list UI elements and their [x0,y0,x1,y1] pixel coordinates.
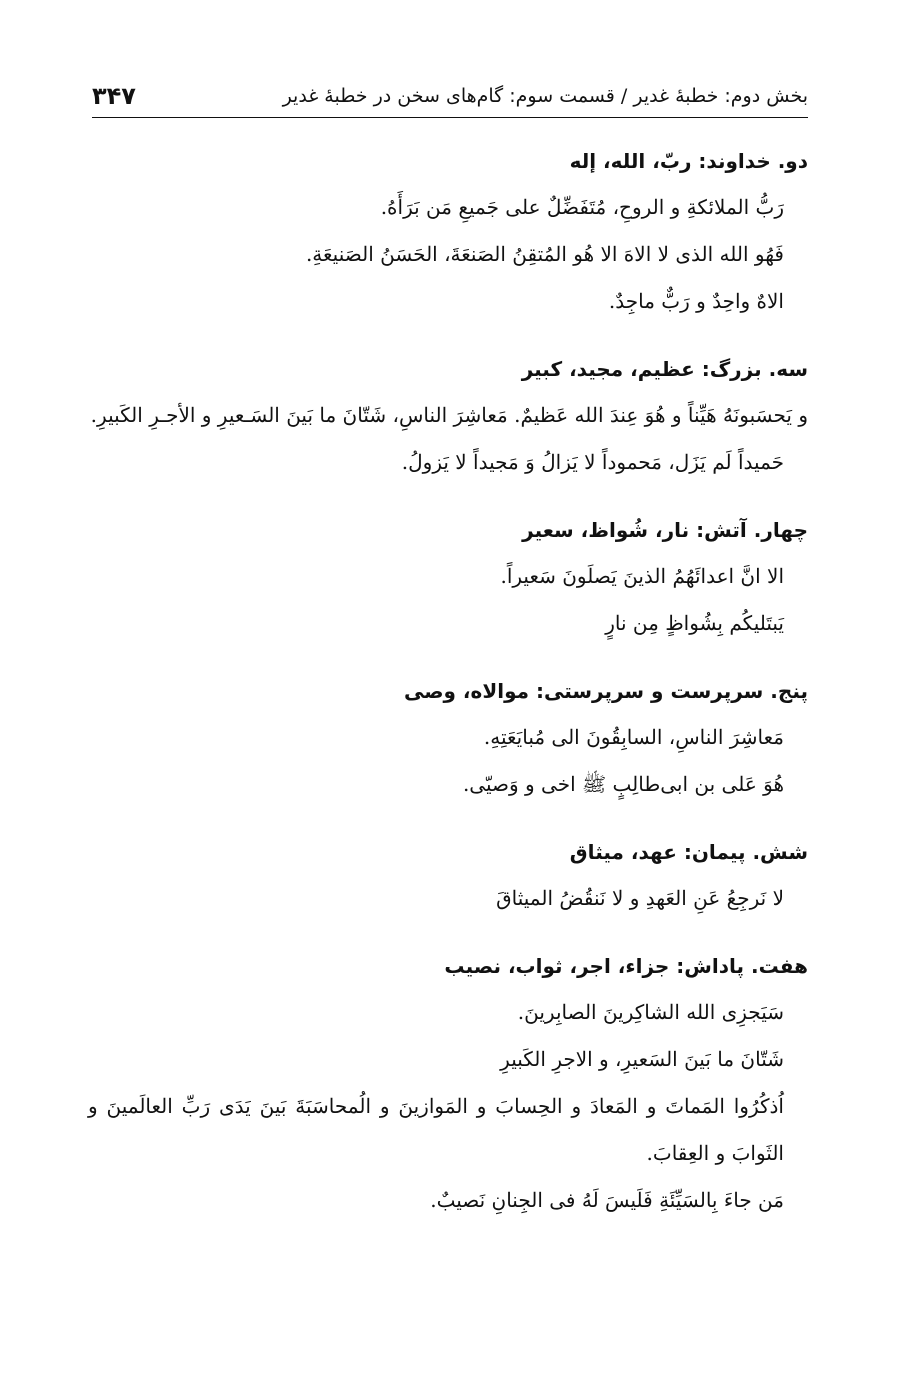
quote-line: مَعاشِرَ الناسِ، السابِقُونَ الی مُبایَعَتِهِ. [483,725,784,749]
quote-line: شَتّانَ ما بَینَ السَعیرِ، و الاجرِ الکَبیرِ [500,1047,784,1071]
header-rule [92,117,808,118]
page-body [88,138,808,1245]
section-covenant [88,829,808,922]
section-fire [88,507,808,647]
section-guardianship [88,668,808,808]
section-reward [88,943,808,1224]
quote-line: رَبُّ الملائکةِ و الروحِ، مُتَفَضِّلٌ علی جَمیعِ مَن بَرَأَهُ. [380,195,784,219]
section-heading: دو. خداوند: ربّ، الله، إله [569,149,808,173]
running-title: بخش دوم: خطبهٔ غدیر / قسمت سوم: گام‌های سخن در خطبهٔ غدیر [282,85,808,107]
quote-line: الا انَّ اعدائَهُمُ الذینَ یَصلَونَ سَعیراً. [500,564,784,588]
running-head [92,72,808,112]
section-greatness [88,346,808,486]
section-heading: هفت. پاداش: جزاء، اجر، ثواب، نصیب [444,954,808,978]
quote-line: حَمیداً لَم یَزَل، مَحموداً لا یَزالُ وَ مَجیداً لا یَزولُ. [401,450,784,474]
quote-line: مَن جاءَ بِالسَیِّئَةِ فَلَیسَ لَهُ فی الجِنانِ نَصیبٌ. [430,1188,784,1212]
quote-line: فَهُو الله الذی لا الاهَ الا هُو المُتقِنُ الصَنعَةَ، الحَسَنُ الصَنیعَةِ. [305,242,784,266]
quote-line: یَبتَلیکُم بِشُواظٍ مِن نارٍ [605,611,784,635]
section-heading: سه. بزرگ: عظیم، مجید، کبیر [521,357,808,381]
quote-line: سَیَجزِی الله الشاکِرینَ الصابِرینَ. [517,1000,784,1024]
quote-line: لا نَرجِعُ عَنِ العَهدِ و لا نَنقُضُ المیثاقَ [496,886,784,910]
section-heading: شش. پیمان: عهد، میثاق [569,840,808,864]
section-god [88,138,808,325]
quote-line: هُوَ عَلی بن ابی‌طالِبٍ ﷺ اخی و وَصیّی. [462,772,784,796]
quote-line: الاهٌ واحِدٌ و رَبٌّ ماجِدٌ. [608,289,784,313]
quote-paragraph: و یَحسَبونَهُ هَیِّناً و هُوَ عِندَ الله عَظیمٌ. مَعاشِرَ الناسِ، شَتّانَ ما بَینَ السَـعیرِ و الأجـرِ الکَبیرِ. [90,403,808,427]
quote-paragraph: اُذکُرُوا المَماتَ و المَعادَ و الحِسابَ و المَوازینَ و الُمحاسَبَةَ بَینَ یَدَی رَبِّ العالَمینَ و الثَوابَ و العِقابَ. [88,1094,784,1165]
page-number: ۳۴۷ [92,82,136,110]
section-heading: پنج. سرپرست و سرپرستی: موالاه، وصی [403,679,808,703]
section-heading: چهار. آتش: نار، شُواظ، سعیر [522,518,808,542]
